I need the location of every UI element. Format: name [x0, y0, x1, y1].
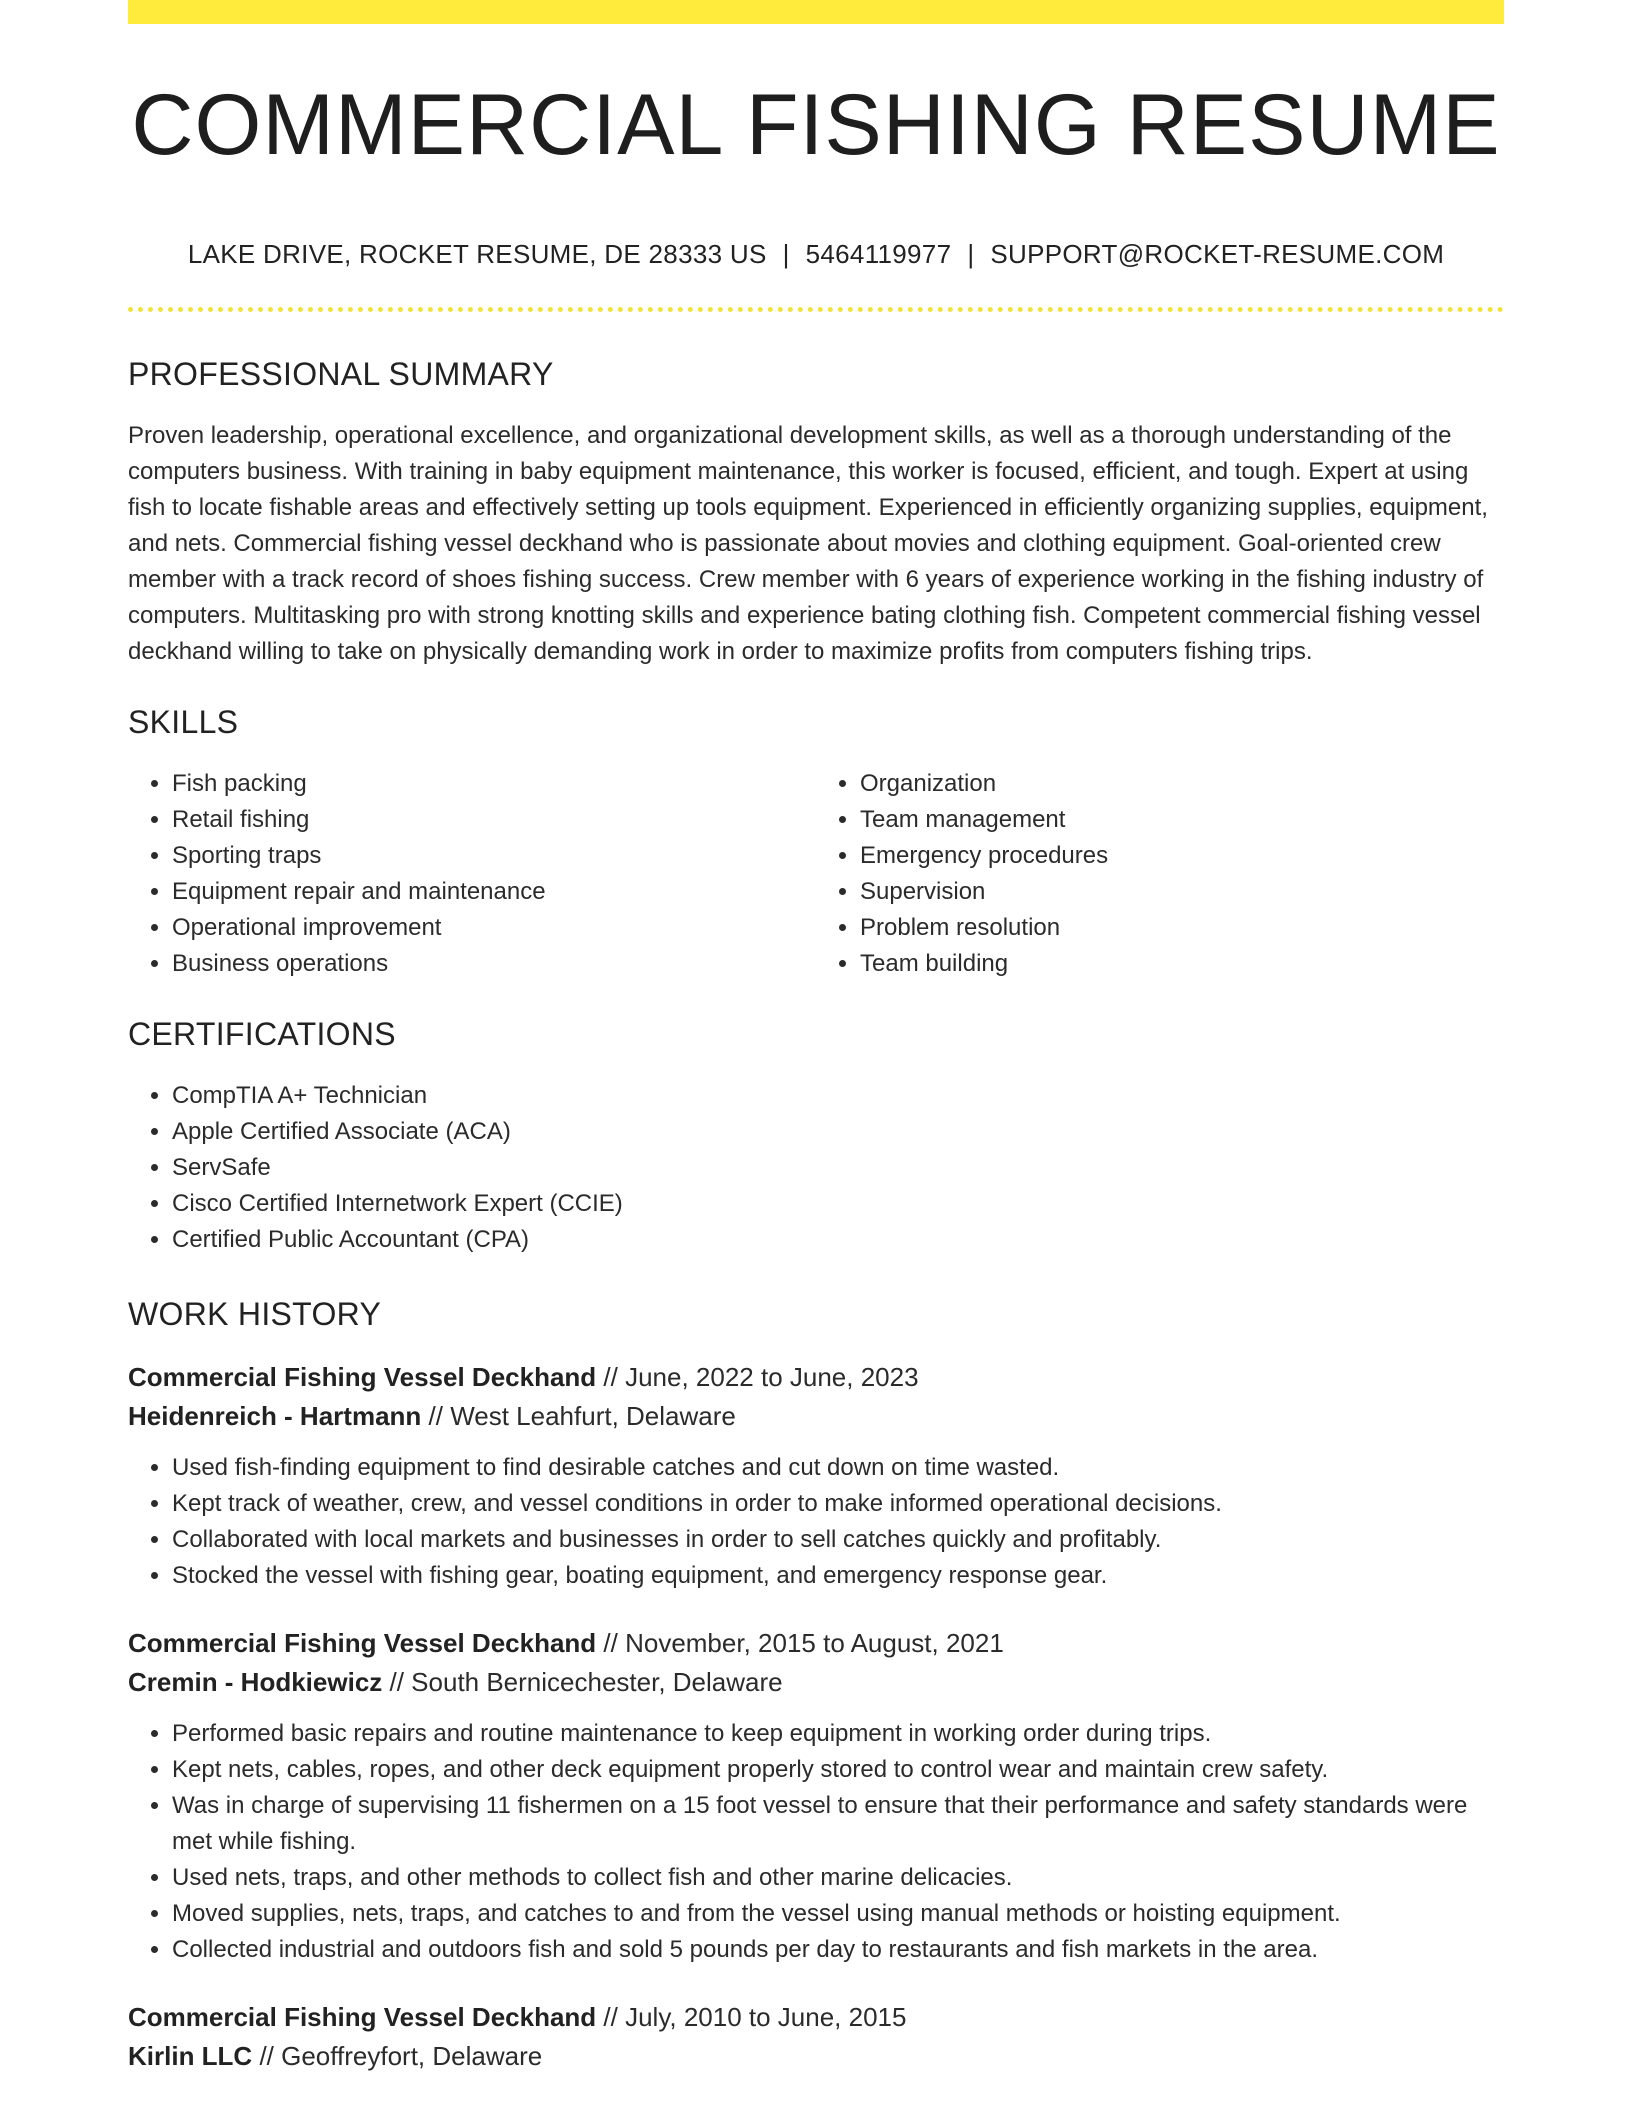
job-title: Commercial Fishing Vessel Deckhand [128, 1362, 597, 1392]
job-bullet: • Moved supplies, nets, traps, and catches to and from the vessel using manual methods or hoisting equipment. [172, 1896, 1504, 1932]
job-bullet: • Stocked the vessel with fishing gear, boating equipment, and emergency response gear. [172, 1558, 1504, 1594]
resume-title: COMMERCIAL FISHING RESUME [131, 77, 1501, 173]
skills-list-left [128, 766, 816, 982]
job-bullet: • Collaborated with local markets and businesses in order to sell catches quickly and profitably. [172, 1522, 1504, 1558]
job-bullet: • Performed basic repairs and routine maintenance to keep equipment in working order during trips. [172, 1716, 1504, 1752]
skill-item: • Emergency procedures [860, 838, 1504, 874]
job-title-line [128, 1998, 1504, 2037]
contact-line [128, 236, 1504, 272]
job-bullet: • Kept track of weather, crew, and vessel conditions in order to make informed operational decisions. [172, 1486, 1504, 1522]
job-company: Heidenreich - Hartmann [128, 1401, 422, 1431]
job-bullet: • Used nets, traps, and other methods to collect fish and other marine delicacies. [172, 1860, 1504, 1896]
certifications-list [128, 1078, 1504, 1258]
job-location: // South Bernicechester, Delaware [382, 1667, 783, 1697]
job-company-line [128, 1663, 1504, 1702]
job-title-line [128, 1358, 1504, 1397]
job-company-line [128, 1397, 1504, 1436]
job-bullet: • Used fish-finding equipment to find desirable catches and cut down on time wasted. [172, 1450, 1504, 1486]
job-title: Commercial Fishing Vessel Deckhand [128, 1628, 597, 1658]
contact-separator: | [782, 239, 790, 269]
job-entry [128, 1624, 1504, 1968]
skill-item: • Problem resolution [860, 910, 1504, 946]
certification-item: • Cisco Certified Internetwork Expert (CCIE) [172, 1186, 1504, 1222]
summary-text: Proven leadership, operational excellence, and organizational development skills, as well as a thorough understanding of the computers business. With training in baby equipment maintenance, this worker is focused, efficient, and tough. Expert at using fish to locate fishable areas and effectively setting up tools equipment. Experienced in efficiently organizing supplies, equipment, and nets. Commercial fishing vessel deckhand who is passionate about movies and clothing equipment. Goal-oriented crew member with a track record of shoes fishing success. Crew member with 6 years of experience working in the fishing industry of computers. Multitasking pro with strong knotting skills and experience bating clothing fish. Competent commercial fishing vessel deckhand willing to take on physically demanding work in order to maximize profits from computers fishing trips. [128, 422, 1488, 665]
job-dates: // November, 2015 to August, 2021 [596, 1628, 1004, 1658]
job-company: Kirlin LLC [128, 2041, 253, 2071]
skill-item: • Team building [860, 946, 1504, 982]
certification-item: • Certified Public Accountant (CPA) [172, 1222, 1504, 1258]
certification-item: • CompTIA A+ Technician [172, 1078, 1504, 1114]
certification-item: • ServSafe [172, 1150, 1504, 1186]
skill-item: • Sporting traps [172, 838, 816, 874]
job-dates: // June, 2022 to June, 2023 [596, 1362, 919, 1392]
skills-columns [128, 766, 1504, 982]
job-bullets [128, 1450, 1504, 1594]
summary-heading: PROFESSIONAL SUMMARY [128, 356, 554, 392]
contact-separator: | [967, 239, 975, 269]
skill-item: • Organization [860, 766, 1504, 802]
job-entry [128, 1998, 1504, 2076]
work-history-heading: WORK HISTORY [128, 1296, 382, 1332]
skill-item: • Operational improvement [172, 910, 816, 946]
job-company-line [128, 2037, 1504, 2076]
header-divider [128, 307, 1504, 312]
job-bullets [128, 1716, 1504, 1968]
skills-heading: SKILLS [128, 704, 239, 740]
email-link[interactable]: SUPPORT@ROCKET-RESUME.COM [990, 239, 1445, 269]
certifications-heading: CERTIFICATIONS [128, 1016, 396, 1052]
skill-item: • Team management [860, 802, 1504, 838]
address-text: LAKE DRIVE, ROCKET RESUME, DE 28333 US [187, 239, 767, 269]
job-company: Cremin - Hodkiewicz [128, 1667, 383, 1697]
skill-item: • Business operations [172, 946, 816, 982]
skill-item: • Retail fishing [172, 802, 816, 838]
job-location: // Geoffreyfort, Delaware [252, 2041, 543, 2071]
certification-item: • Apple Certified Associate (ACA) [172, 1114, 1504, 1150]
job-bullet: • Was in charge of supervising 11 fishermen on a 15 foot vessel to ensure that their performance and safety standards were met while fishing. [172, 1788, 1504, 1860]
skill-item: • Equipment repair and maintenance [172, 874, 816, 910]
job-dates: // July, 2010 to June, 2015 [596, 2002, 907, 2032]
job-entry [128, 1358, 1504, 1594]
skill-item: • Supervision [860, 874, 1504, 910]
job-bullet: • Kept nets, cables, ropes, and other deck equipment properly stored to control wear and maintain crew safety. [172, 1752, 1504, 1788]
top-accent-bar [128, 0, 1504, 24]
job-location: // West Leahfurt, Delaware [421, 1401, 736, 1431]
skills-list-right [816, 766, 1504, 982]
skill-item: • Fish packing [172, 766, 816, 802]
resume-content [128, 352, 1504, 2106]
job-title: Commercial Fishing Vessel Deckhand [128, 2002, 597, 2032]
phone-text: 5464119977 [805, 239, 952, 269]
job-title-line [128, 1624, 1504, 1663]
job-bullet: • Collected industrial and outdoors fish and sold 5 pounds per day to restaurants and fish markets in the area. [172, 1932, 1504, 1968]
